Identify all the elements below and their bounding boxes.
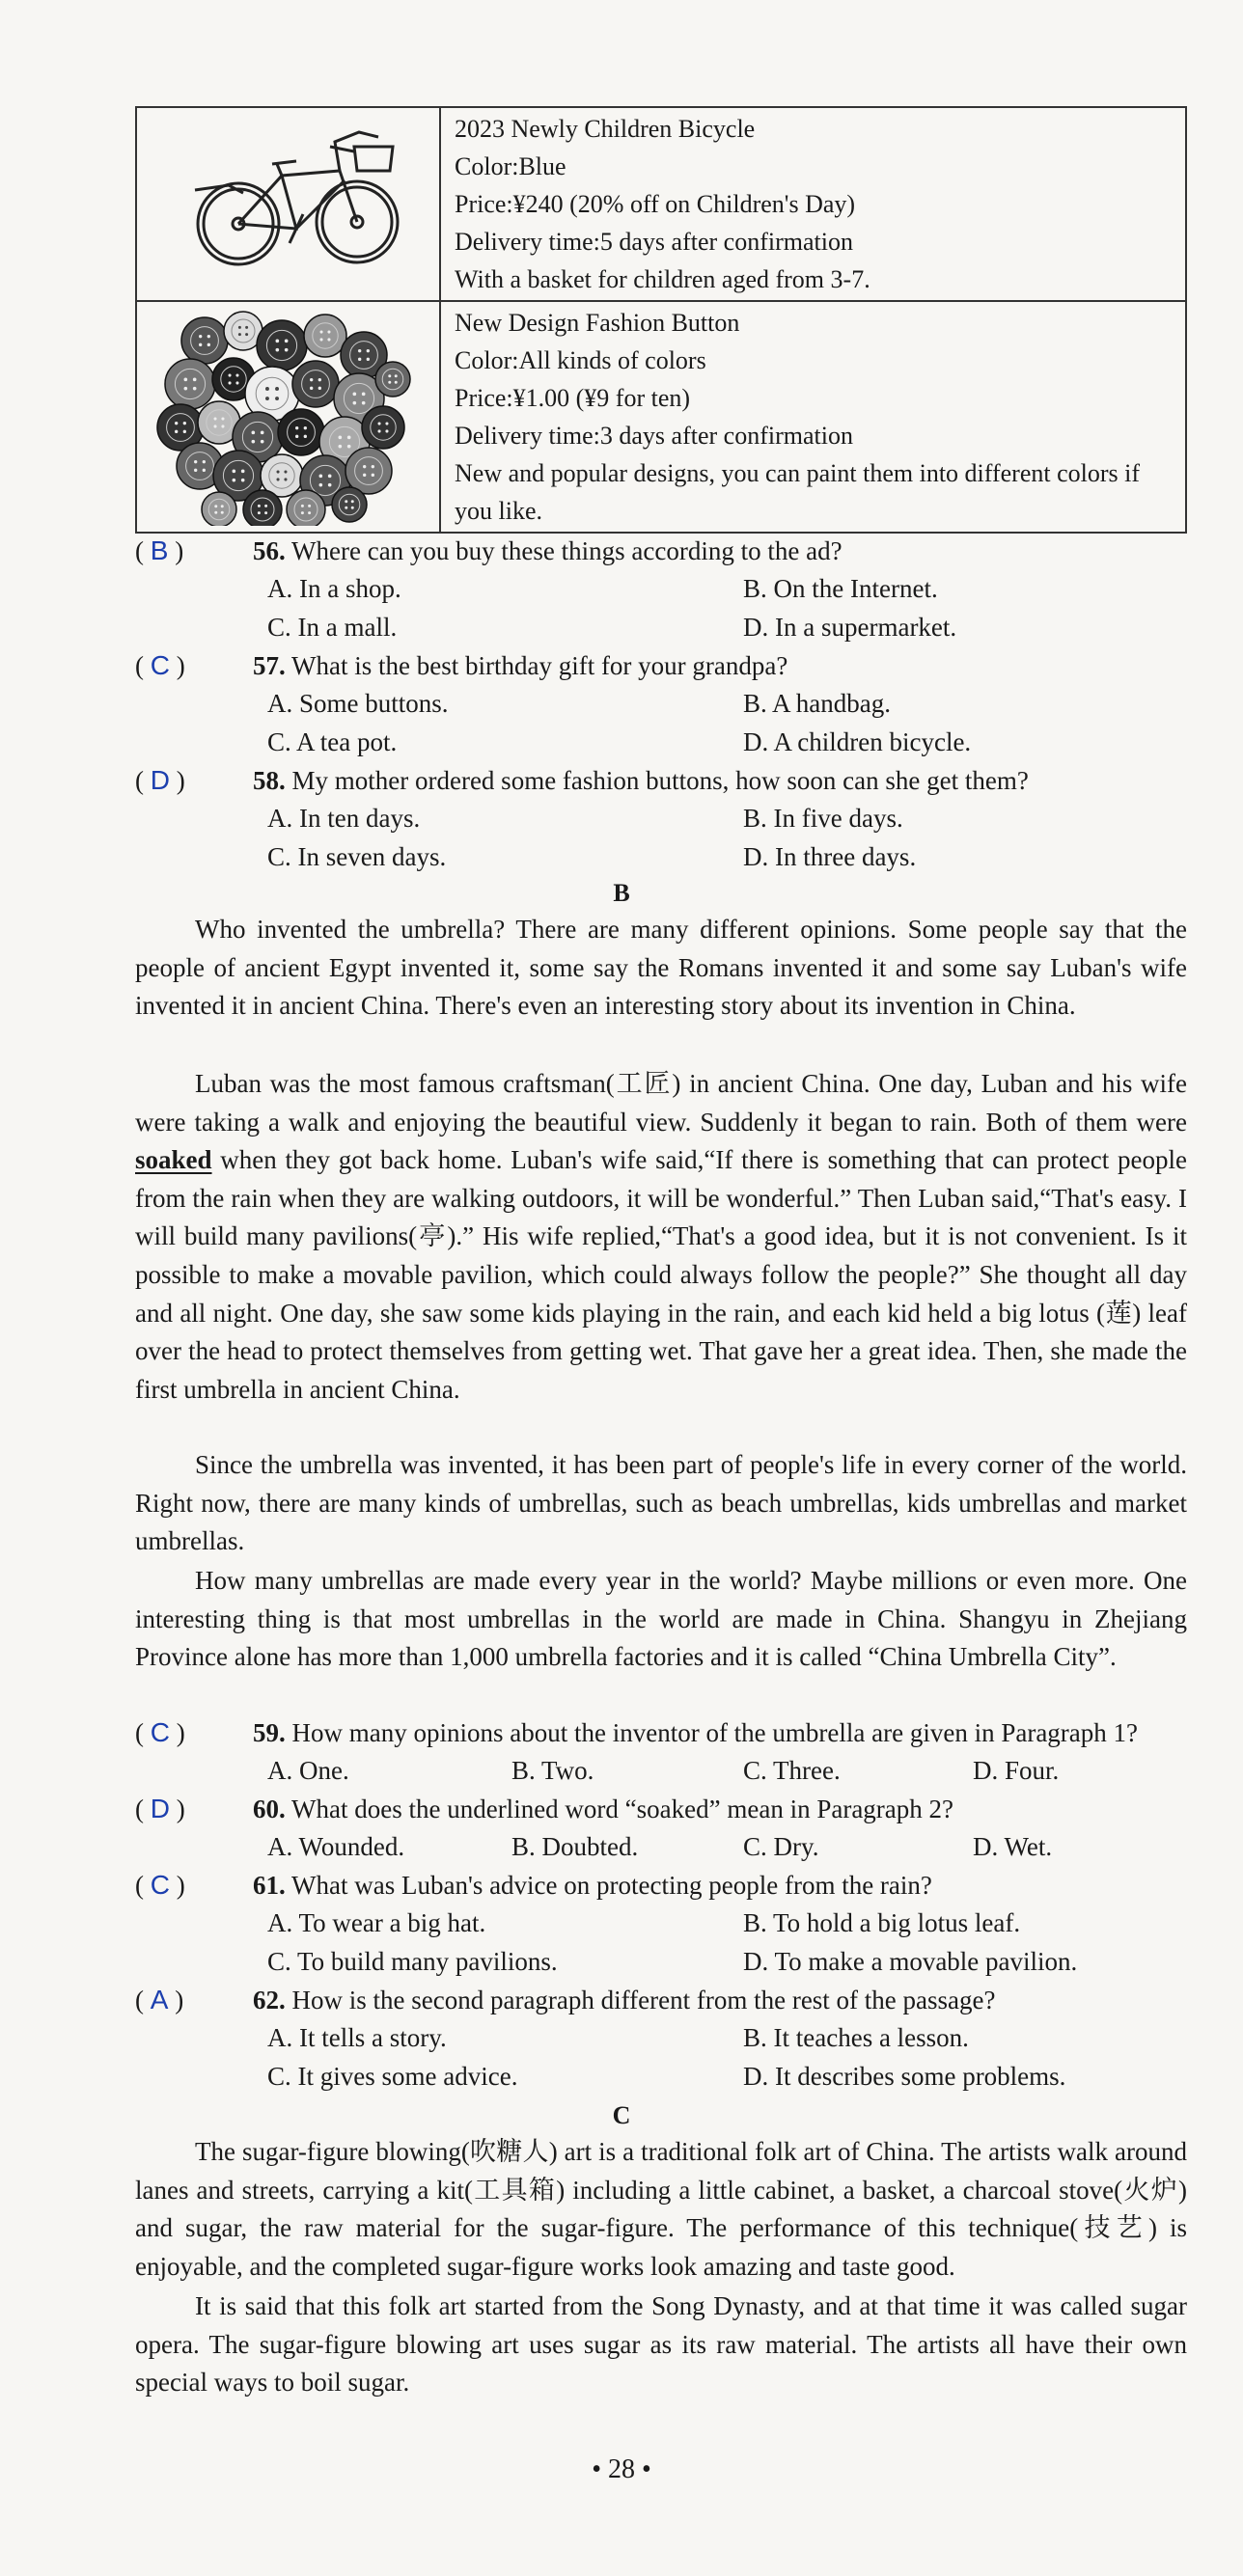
question-number: 62.	[253, 1986, 286, 2014]
button-title: New Design Fashion Button	[455, 309, 740, 337]
section-b-heading: B	[613, 879, 630, 907]
option-58-d: D. In three days.	[743, 842, 917, 871]
ad-table	[135, 106, 1187, 534]
question-stem: What does the underlined word “soaked” mean in Paragraph 2?	[291, 1795, 954, 1823]
button-info	[440, 301, 1186, 533]
page-number: • 28 •	[592, 2454, 651, 2484]
answer-60: D	[150, 1794, 170, 1823]
button-icon	[362, 406, 404, 449]
button-note: New and popular designs, you can paint them into different colors if you like.	[455, 459, 1141, 525]
option-56-b: B. On the Internet.	[743, 574, 938, 603]
answer-62: A	[150, 1985, 169, 2014]
section-b-paragraph-2	[135, 1065, 1187, 1409]
option-60-a: A. Wounded.	[267, 1832, 405, 1861]
question-60	[135, 1790, 953, 1829]
section-b-paragraph-3: Since the umbrella was invented, it has been part of people's life in every corner of the world. Right now, there are many kinds of umbrellas, such as beach umbrellas, kids umbrellas and market umbrellas.	[135, 1450, 1187, 1556]
section-b-paragraph-4: How many umbrellas are made every year in the world? Maybe millions or even more. One interesting thing is that most umbrellas in the world are made in China. Shangyu in Zhejiang Province alone has more than 1,000 umbrella factories and it is called “China Umbrella City”.	[135, 1566, 1187, 1672]
question-stem: My mother ordered some fashion buttons, how soon can she get them?	[291, 766, 1029, 795]
bicycle-price: Price:¥240 (20% off on Children's Day)	[455, 190, 856, 218]
button-icon	[181, 317, 228, 364]
option-59-b: B. Two.	[511, 1756, 594, 1785]
answer-paren: ( B )	[135, 535, 184, 565]
option-60-b: B. Doubted.	[511, 1832, 639, 1861]
button-icon	[287, 490, 325, 526]
option-59-a: A. One.	[267, 1756, 349, 1785]
question-58	[135, 761, 1029, 801]
answer-61: C	[150, 1870, 170, 1900]
answer-paren: ( D )	[135, 1794, 185, 1823]
option-58-c: C. In seven days.	[267, 842, 447, 871]
question-stem: How is the second paragraph different from the rest of the passage?	[291, 1986, 996, 2014]
option-62-a: A. It tells a story.	[267, 2023, 447, 2052]
bicycle-title: 2023 Newly Children Bicycle	[455, 115, 756, 143]
underlined-word: soaked	[135, 1145, 212, 1175]
option-58-b: B. In five days.	[743, 804, 903, 833]
option-56-c: C. In a mall.	[267, 613, 398, 642]
bicycle-info	[440, 107, 1186, 301]
button-delivery: Delivery time:3 days after confirmation	[455, 422, 853, 450]
bicycle-icon	[137, 108, 439, 291]
ad-row-bicycle	[136, 107, 1186, 301]
button-price: Price:¥1.00 (¥9 for ten)	[455, 384, 691, 412]
button-icon	[243, 490, 282, 526]
question-57	[135, 646, 787, 686]
bicycle-note: With a basket for children aged from 3-7.	[455, 265, 870, 293]
question-stem: What was Luban's advice on protecting people from the rain?	[291, 1871, 932, 1900]
answer-57: C	[150, 650, 170, 680]
option-57-b: B. A handbag.	[743, 689, 891, 718]
question-stem: Where can you buy these things according to the ad?	[291, 536, 842, 565]
question-61	[135, 1866, 932, 1905]
option-60-d: D. Wet.	[973, 1832, 1053, 1861]
button-icon	[332, 487, 367, 522]
option-57-d: D. A children bicycle.	[743, 727, 972, 756]
button-color: Color:All kinds of colors	[455, 346, 706, 374]
option-61-a: A. To wear a big hat.	[267, 1908, 486, 1937]
option-62-c: C. It gives some advice.	[267, 2062, 518, 2091]
section-c-heading: C	[612, 2101, 631, 2129]
buttons-image	[136, 301, 440, 533]
question-number: 61.	[253, 1871, 286, 1900]
answer-56: B	[150, 535, 169, 565]
option-58-a: A. In ten days.	[267, 804, 421, 833]
ad-row-button	[136, 301, 1186, 533]
answer-59: C	[150, 1717, 170, 1747]
section-b-paragraph-1: Who invented the umbrella? There are many different opinions. Some people say that the people of ancient Egypt invented it, some say the Romans invented it and some say Luban's wife invented it in ancient China. There's even an interesting story about its invention in China.	[135, 915, 1187, 1021]
question-number: 60.	[253, 1795, 286, 1823]
paragraph-2-text: Luban was the most famous craftsman(工匠) in ancient China. One day, Luban and his wife were taking a walk and enjoying the beautiful view. Suddenly it began to rain. Both of them were	[135, 1069, 1187, 1137]
answer-paren: ( C )	[135, 650, 185, 680]
bicycle-image	[136, 107, 440, 301]
button-icon	[257, 320, 307, 370]
section-c-paragraph-2: It is said that this folk art started from the Song Dynasty, and at that time it was called sugar opera. The sugar-figure blowing art uses sugar as its raw material. The artists all have their own special ways to boil sugar.	[135, 2291, 1187, 2398]
answer-paren: ( D )	[135, 765, 185, 795]
question-number: 59.	[253, 1718, 286, 1747]
button-icon	[292, 361, 339, 407]
option-61-d: D. To make a movable pavilion.	[743, 1947, 1078, 1976]
button-icon	[202, 492, 236, 526]
answer-paren: ( C )	[135, 1870, 185, 1900]
question-62	[135, 1981, 996, 2020]
option-56-a: A. In a shop.	[267, 574, 401, 603]
button-icon	[304, 315, 346, 357]
question-stem: How many opinions about the inventor of the umbrella are given in Paragraph 1?	[291, 1718, 1139, 1747]
paragraph-2-text-cont: when they got back home. Luban's wife said,“If there is something that can protect people from the rain when they are walking outdoors, it will be wonderful.” Then Luban said,“That's easy. I will build many pavilions(亭).” His wife replied,“That's a good idea, but it is not convenient. Is it possible to make a movable pavilion, which could always follow the people?” She thought all day and all night. One day, she saw some kids playing in the rain, and each kid held a big lotus (莲) leaf over the head to protect themselves from getting wet. That gave her a great idea. Then, she made the first umbrella in ancient China.	[135, 1145, 1187, 1404]
option-62-d: D. It describes some problems.	[743, 2062, 1066, 2091]
buttons-icon	[137, 302, 439, 526]
section-c-paragraph-1: The sugar-figure blowing(吹糖人) art is a traditional folk art of China. The artists walk around lanes and streets, carrying a kit(工具箱) including a little cabinet, a basket, a charcoal stove(火炉) and sugar, the raw material for the sugar-figure. The performance of this technique(技艺) is enjoyable, and the completed sugar-figure works look amazing and taste good.	[135, 2137, 1187, 2281]
bicycle-color: Color:Blue	[455, 152, 566, 180]
question-stem: What is the best birthday gift for your grandpa?	[291, 651, 788, 680]
option-61-c: C. To build many pavilions.	[267, 1947, 558, 1976]
button-icon	[165, 359, 215, 409]
question-59	[135, 1713, 1138, 1753]
option-62-b: B. It teaches a lesson.	[743, 2023, 969, 2052]
answer-58: D	[150, 765, 170, 795]
answer-paren: ( C )	[135, 1717, 185, 1747]
button-icon	[278, 409, 324, 455]
button-icon	[375, 362, 410, 397]
answer-paren: ( A )	[135, 1985, 184, 2014]
option-57-c: C. A tea pot.	[267, 727, 398, 756]
option-60-c: C. Dry.	[743, 1832, 819, 1861]
option-59-c: C. Three.	[743, 1756, 841, 1785]
option-59-d: D. Four.	[973, 1756, 1060, 1785]
option-61-b: B. To hold a big lotus leaf.	[743, 1908, 1021, 1937]
option-56-d: D. In a supermarket.	[743, 613, 957, 642]
option-57-a: A. Some buttons.	[267, 689, 449, 718]
question-number: 56.	[253, 536, 286, 565]
question-number: 58.	[253, 766, 286, 795]
question-number: 57.	[253, 651, 286, 680]
question-56	[135, 532, 842, 571]
bicycle-delivery: Delivery time:5 days after confirmation	[455, 228, 853, 256]
